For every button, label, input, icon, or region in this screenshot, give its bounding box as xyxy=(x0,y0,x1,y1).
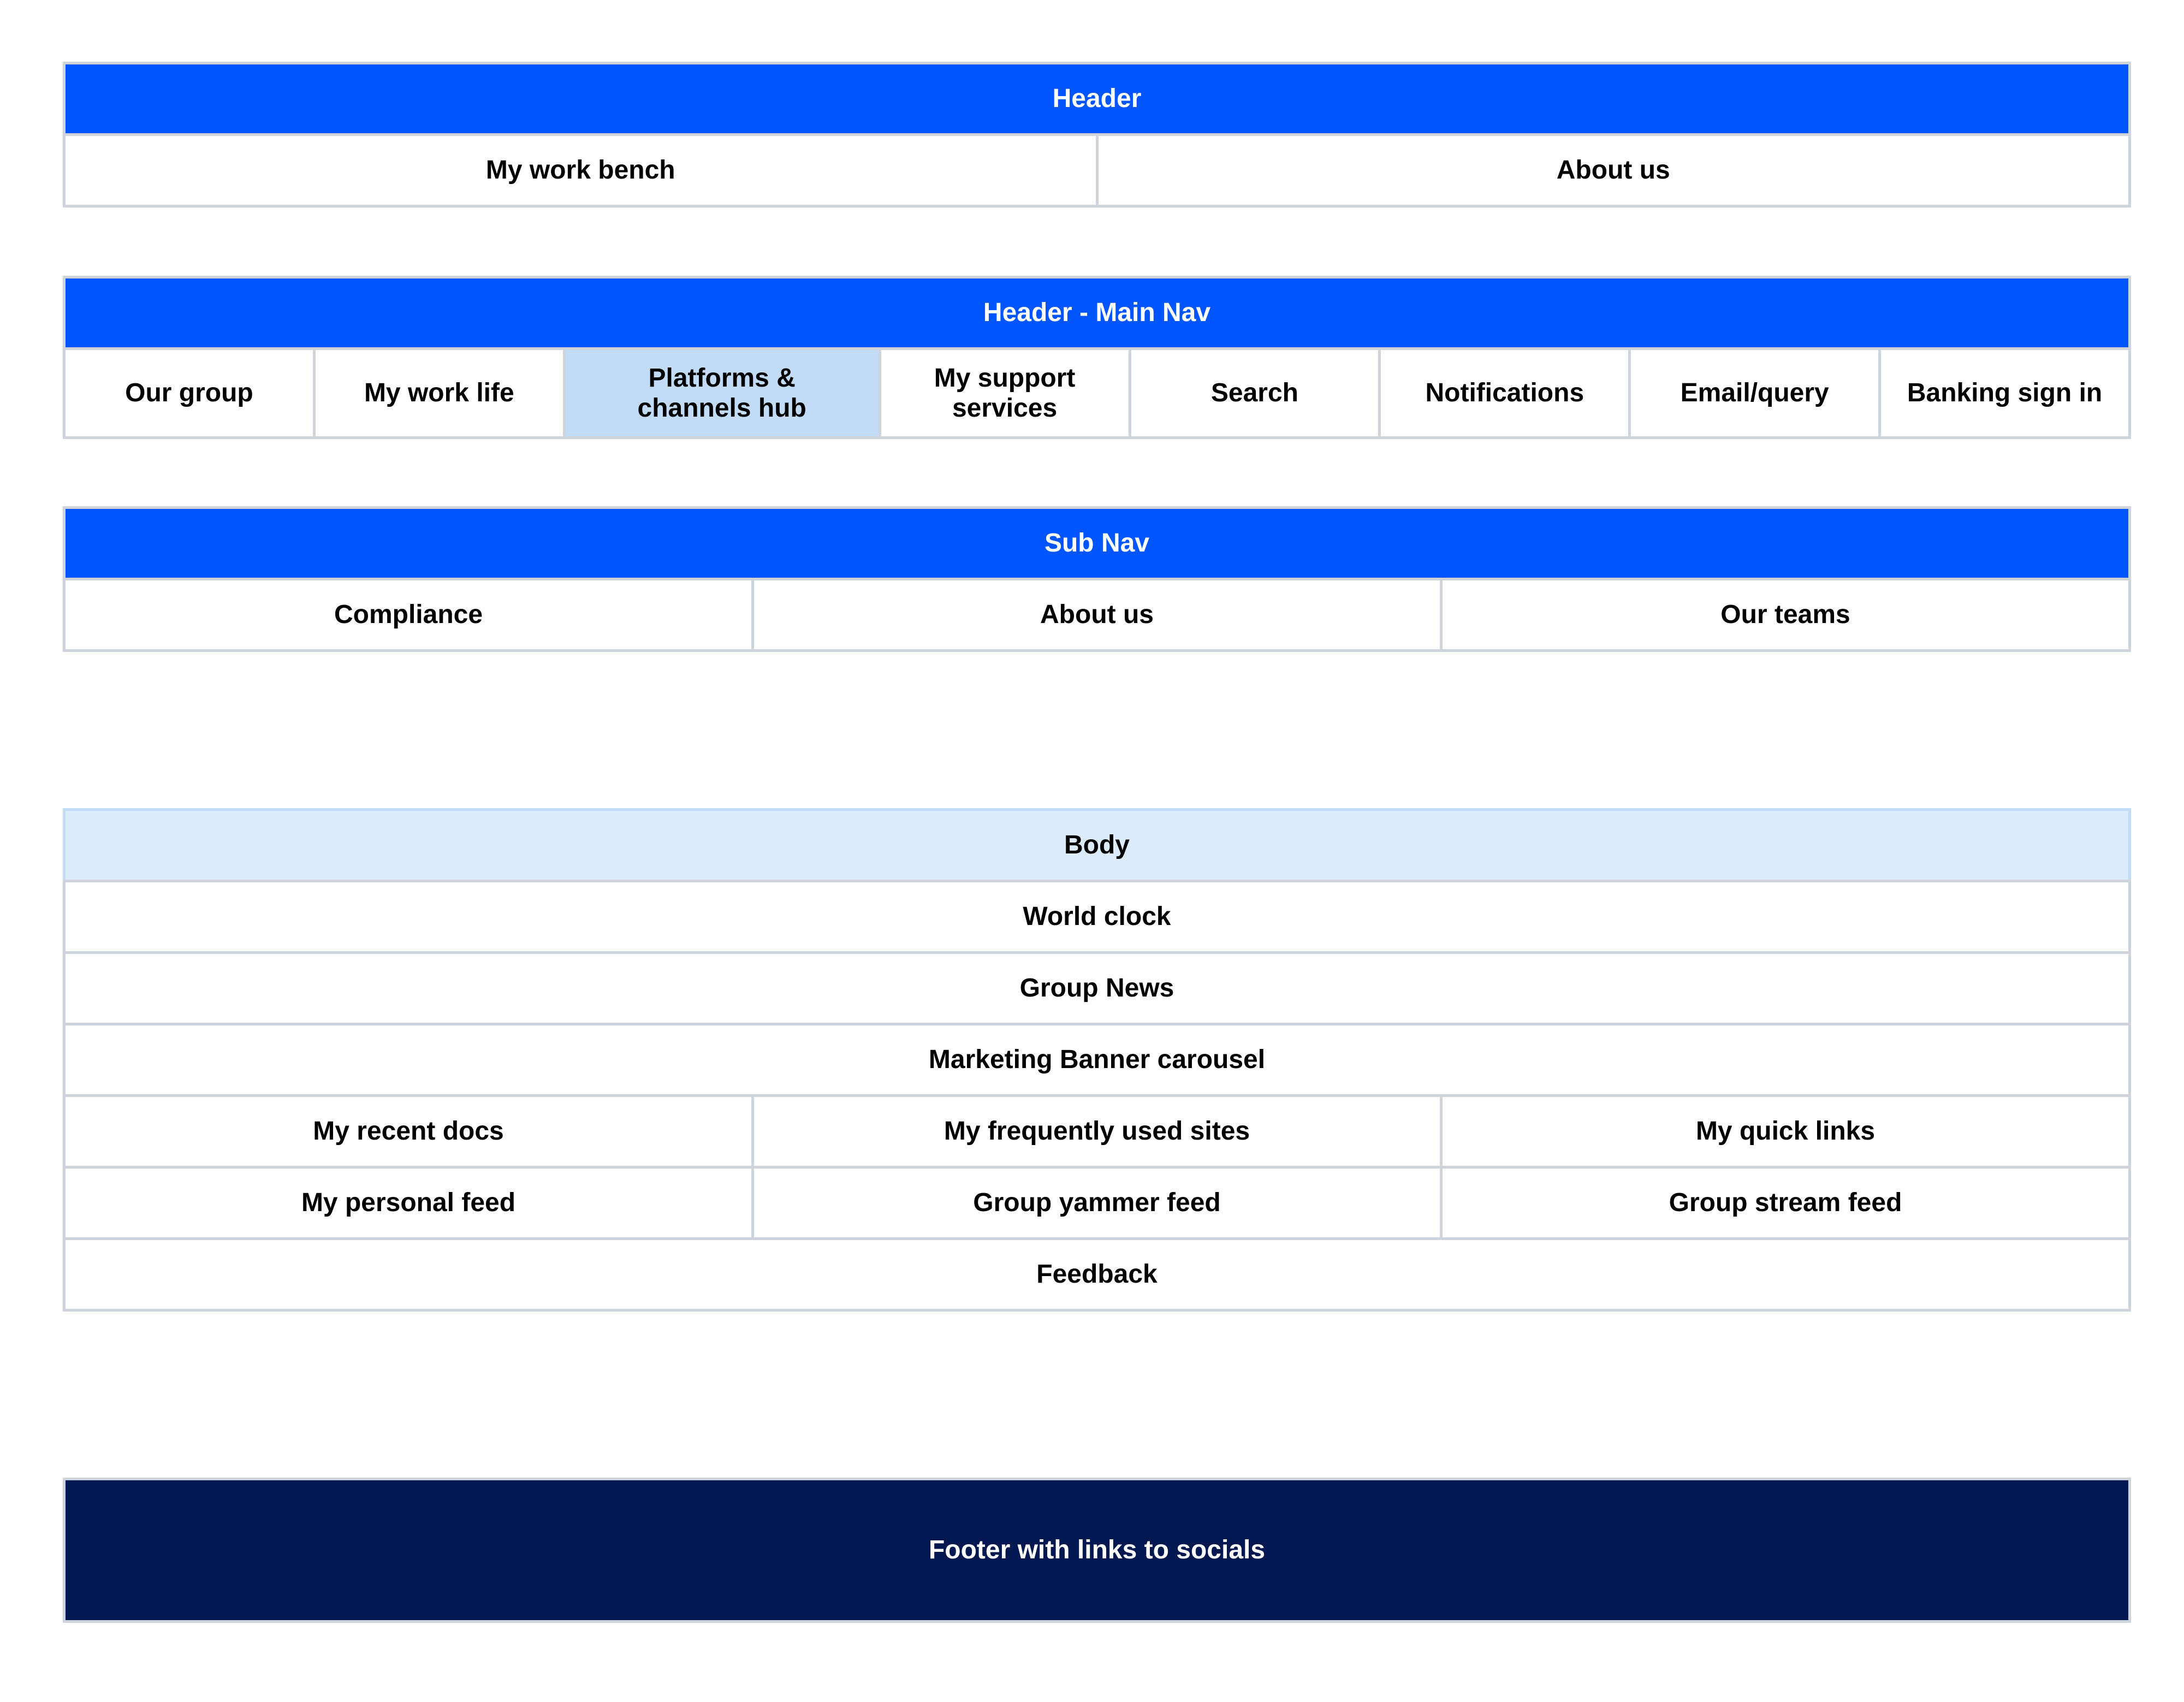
sub-nav-item-about-us[interactable]: About us xyxy=(751,578,1443,652)
footer-section xyxy=(63,1478,2131,1623)
group-news[interactable]: Group News xyxy=(63,951,2131,1025)
body-title: Body xyxy=(63,808,2131,882)
my-recent-docs[interactable]: My recent docs xyxy=(63,1094,754,1169)
main-nav-item-platforms-channels-hub[interactable]: Platforms & channels hub xyxy=(563,347,881,439)
main-nav-item-my-support-services[interactable]: My support services xyxy=(879,347,1131,439)
world-clock[interactable]: World clock xyxy=(63,880,2131,954)
marketing-banner-carousel[interactable]: Marketing Banner carousel xyxy=(63,1023,2131,1097)
header-item-my-work-bench[interactable]: My work bench xyxy=(63,133,1099,207)
header-title: Header xyxy=(63,62,2131,136)
my-quick-links[interactable]: My quick links xyxy=(1440,1094,2131,1169)
footer-socials-links[interactable]: Footer with links to socials xyxy=(63,1478,2131,1623)
sub-nav-title: Sub Nav xyxy=(63,506,2131,580)
header-section xyxy=(63,62,2131,207)
main-nav-item-notifications[interactable]: Notifications xyxy=(1378,347,1631,439)
main-nav-item-my-work-life[interactable]: My work life xyxy=(313,347,566,439)
sub-nav-item-our-teams[interactable]: Our teams xyxy=(1440,578,2131,652)
header-item-about-us[interactable]: About us xyxy=(1096,133,2132,207)
main-nav-section xyxy=(63,276,2131,439)
feedback[interactable]: Feedback xyxy=(63,1237,2131,1312)
sub-nav-section xyxy=(63,506,2131,652)
main-nav-item-email-query[interactable]: Email/query xyxy=(1628,347,1881,439)
my-personal-feed[interactable]: My personal feed xyxy=(63,1166,754,1240)
main-nav-item-banking-sign-in[interactable]: Banking sign in xyxy=(1878,347,2131,439)
main-nav-item-our-group[interactable]: Our group xyxy=(63,347,316,439)
group-stream-feed[interactable]: Group stream feed xyxy=(1440,1166,2131,1240)
main-nav-title: Header - Main Nav xyxy=(63,276,2131,350)
sub-nav-item-compliance[interactable]: Compliance xyxy=(63,578,754,652)
my-frequently-used-sites[interactable]: My frequently used sites xyxy=(751,1094,1443,1169)
group-yammer-feed[interactable]: Group yammer feed xyxy=(751,1166,1443,1240)
main-nav-item-search[interactable]: Search xyxy=(1129,347,1381,439)
body-section xyxy=(63,808,2131,1312)
